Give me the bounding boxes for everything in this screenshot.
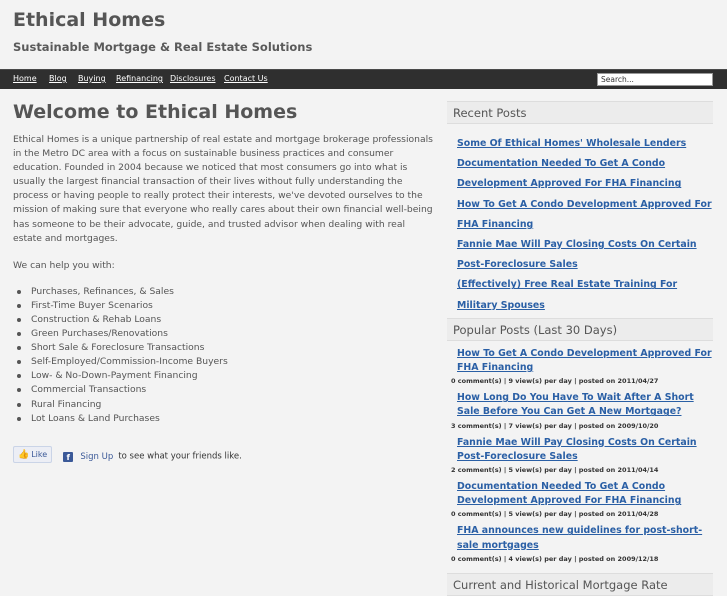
sidebar [447,101,713,596]
nav-buying[interactable]: Buying [78,74,106,83]
signup-link[interactable]: Sign Up [80,451,114,462]
popular-post-link[interactable]: How Long Do You Have To Wait After A Short Sale Before You Can Get A New Mortgage? [457,392,694,418]
list-item: Rural Financing [13,398,433,412]
recent-post-link[interactable]: (Effectively) Free Real Estate Training For Military Spouses [457,279,678,311]
page-title: Welcome to Ethical Homes [13,101,298,123]
list-item: Short Sale & Foreclosure Transactions [13,341,433,355]
intro-paragraph: Ethical Homes is a unique partnership of real estate and mortgage brokerage professionals in the Metro DC area with a focus on sustainable business practices and consumer education. Founded in 2004 because we noticed that most consumers go into what is usually the largest financial transaction of their lives without fully understanding the process or having people to really protect their interests, we've devoted ourselves to the mission of making sure that everyone who really cares about their own financial well-being has someone to be their advocate, guide, and trusted advisor when dealing with real estate and mortgages. [13,134,433,244]
list-item [447,391,713,431]
list-item [447,151,713,191]
list-item: Self-Employed/Commission-Income Buyers [13,355,433,369]
search-input[interactable] [597,73,713,86]
like-button[interactable] [13,446,52,463]
popular-posts-list [447,341,713,571]
list-item: First-Time Buyer Scenarios [13,299,433,313]
list-item: Commercial Transactions [13,383,433,397]
post-meta: 0 comment(s) | 5 view(s) per day | posted on 2011/04/28 [451,510,659,519]
facebook-like-bar [13,446,242,463]
post-meta: 2 comment(s) | 5 view(s) per day | posted on 2011/04/14 [451,466,659,475]
list-item [447,232,713,272]
list-item [447,192,713,232]
main-nav [0,69,727,89]
list-item [447,436,713,476]
services-list [13,285,433,426]
post-meta: 3 comment(s) | 7 view(s) per day | posted on 2009/10/20 [451,421,659,430]
recent-posts-list [447,124,713,318]
nav-contact-us[interactable]: Contact Us [224,74,268,83]
recent-post-link[interactable]: Some Of Ethical Homes' Wholesale Lenders [457,138,687,149]
recent-post-link[interactable]: Documentation Needed To Get A Condo Development Approved For FHA Financing [457,158,682,190]
like-label: Like [31,450,48,459]
popular-post-link[interactable]: How To Get A Condo Development Approved For FHA Financing [457,347,712,374]
nav-blog[interactable]: Blog [49,74,67,83]
recent-posts-title: Recent Posts [447,101,713,124]
list-item: Construction & Rehab Loans [13,313,433,327]
popular-post-link[interactable]: Fannie Mae Will Pay Closing Costs On Certain Post-Foreclosure Sales [457,436,697,462]
site-header [0,0,727,69]
list-item: Lot Loans & Land Purchases [13,412,433,426]
list-item: Green Purchases/Renovations [13,327,433,341]
mortgage-rates-title: Current and Historical Mortgage Rate [447,573,713,596]
recent-post-link[interactable]: Fannie Mae Will Pay Closing Costs On Certain Post-Foreclosure Sales [457,239,697,271]
post-meta: 0 comment(s) | 9 view(s) per day | posted on 2011/04/27 [451,377,659,386]
site-title[interactable]: Ethical Homes [13,9,166,31]
facebook-icon: f [63,452,73,462]
site-description: Sustainable Mortgage & Real Estate Solutions [13,40,313,54]
list-item: Low- & No-Down-Payment Financing [13,369,433,383]
list-item [447,347,713,387]
main-content [13,101,433,426]
popular-posts-title: Popular Posts (Last 30 Days) [447,318,713,341]
nav-refinancing[interactable]: Refinancing [116,74,163,83]
thumbs-up-icon: 👍 [18,450,30,460]
facebook-text: to see what your friends like. [118,451,242,462]
post-meta: 0 comment(s) | 4 view(s) per day | posted on 2009/12/18 [451,554,659,563]
nav-home[interactable]: Home [13,74,37,83]
help-line: We can help you with: [13,259,115,271]
recent-post-link[interactable]: How To Get A Condo Development Approved For FHA Financing [457,198,712,230]
list-item [447,524,713,564]
popular-post-link[interactable]: FHA announces new guidelines for post-short-sale mortgages [457,525,703,551]
list-item [447,131,713,151]
nav-disclosures[interactable]: Disclosures [170,74,216,83]
list-item [447,480,713,520]
list-item [447,272,713,312]
popular-post-link[interactable]: Documentation Needed To Get A Condo Development Approved For FHA Financing [457,481,682,507]
list-item: Purchases, Refinances, & Sales [13,285,433,299]
